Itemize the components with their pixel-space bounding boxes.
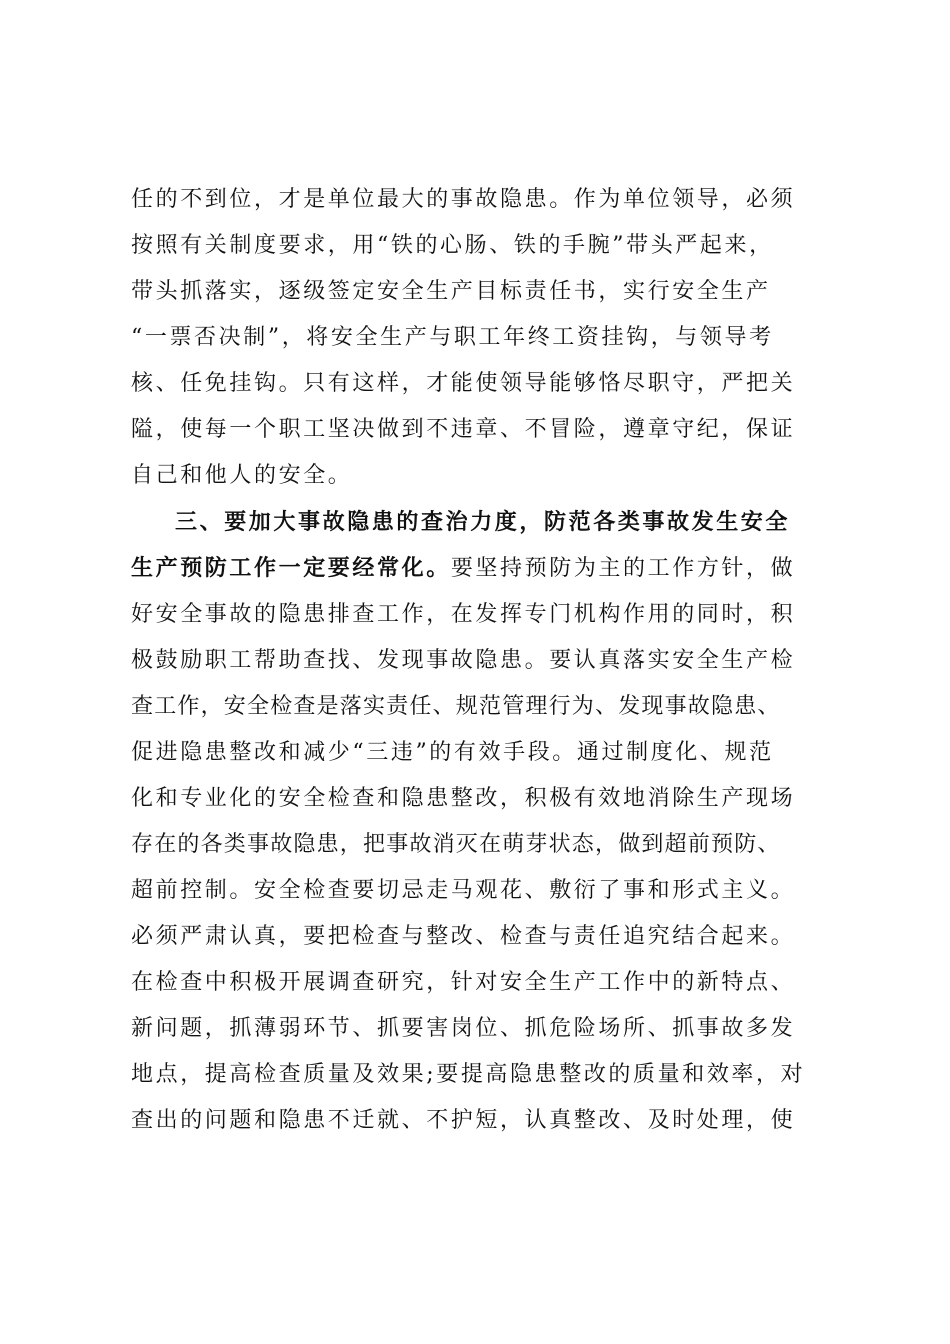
paragraph-line: 好安全事故的隐患排查工作，在发挥专门机构作用的同时，积 xyxy=(131,602,796,627)
paragraph-line-rest: 要坚持预防为主的工作方针，做 xyxy=(450,556,796,581)
paragraph-line: 在检查中积极开展调查研究，针对安全生产工作中的新特点、 xyxy=(131,970,796,995)
paragraph-line: 核、任免挂钩。只有这样，才能使领导能够恪尽职守，严把关 xyxy=(131,371,796,396)
paragraph-line: 地点，提高检查质量及效果;要提高隐患整改的质量和效率，对 xyxy=(131,1062,806,1087)
section-heading-end: 生产预防工作一定要经常化。 xyxy=(131,556,451,581)
paragraph-line: 必须严肃认真，要把检查与整改、检查与责任追究结合起来。 xyxy=(131,924,796,949)
paragraph-line: 化和专业化的安全检查和隐患整改，积极有效地消除生产现场 xyxy=(131,786,796,811)
paragraph-line: 按照有关制度要求，用“铁的心肠、铁的手腕”带头严起来， xyxy=(131,233,774,258)
paragraph-2 xyxy=(131,500,831,1144)
paragraph-line: 极鼓励职工帮助查找、发现事故隐患。要认真落实安全生产检 xyxy=(131,648,796,673)
paragraph-line: 存在的各类事故隐患，把事故消灭在萌芽状态，做到超前预防、 xyxy=(131,832,781,857)
paragraph-line: 任的不到位，才是单位最大的事故隐患。作为单位领导，必须 xyxy=(131,187,796,212)
paragraph-line-mixed xyxy=(131,546,831,592)
paragraph-1 xyxy=(131,177,831,499)
paragraph-line: “一票否决制”，将安全生产与职工年终工资挂钩，与领导考 xyxy=(131,325,774,350)
paragraph-line: 超前控制。安全检查要切忌走马观花、敷衍了事和形式主义。 xyxy=(131,878,796,903)
paragraph-line: 促进隐患整改和减少“三违”的有效手段。通过制度化、规范 xyxy=(131,740,774,765)
paragraph-line: 查工作，安全检查是落实责任、规范管理行为、发现事故隐患、 xyxy=(131,694,781,719)
section-heading-line: 三、要加大事故隐患的查治力度，防范各类事故发生安全 xyxy=(175,510,791,535)
paragraph-line: 新问题，抓薄弱环节、抓要害岗位、抓危险场所、抓事故多发 xyxy=(131,1016,796,1041)
paragraph-line: 带头抓落实，逐级签定安全生产目标责任书，实行安全生产 xyxy=(131,279,771,304)
paragraph-line: 自己和他人的安全。 xyxy=(131,463,353,488)
paragraph-line: 查出的问题和隐患不迁就、不护短，认真整改、及时处理，使 xyxy=(131,1108,796,1133)
paragraph-line: 隘，使每一个职工坚决做到不违章、不冒险，遵章守纪，保证 xyxy=(131,417,796,442)
